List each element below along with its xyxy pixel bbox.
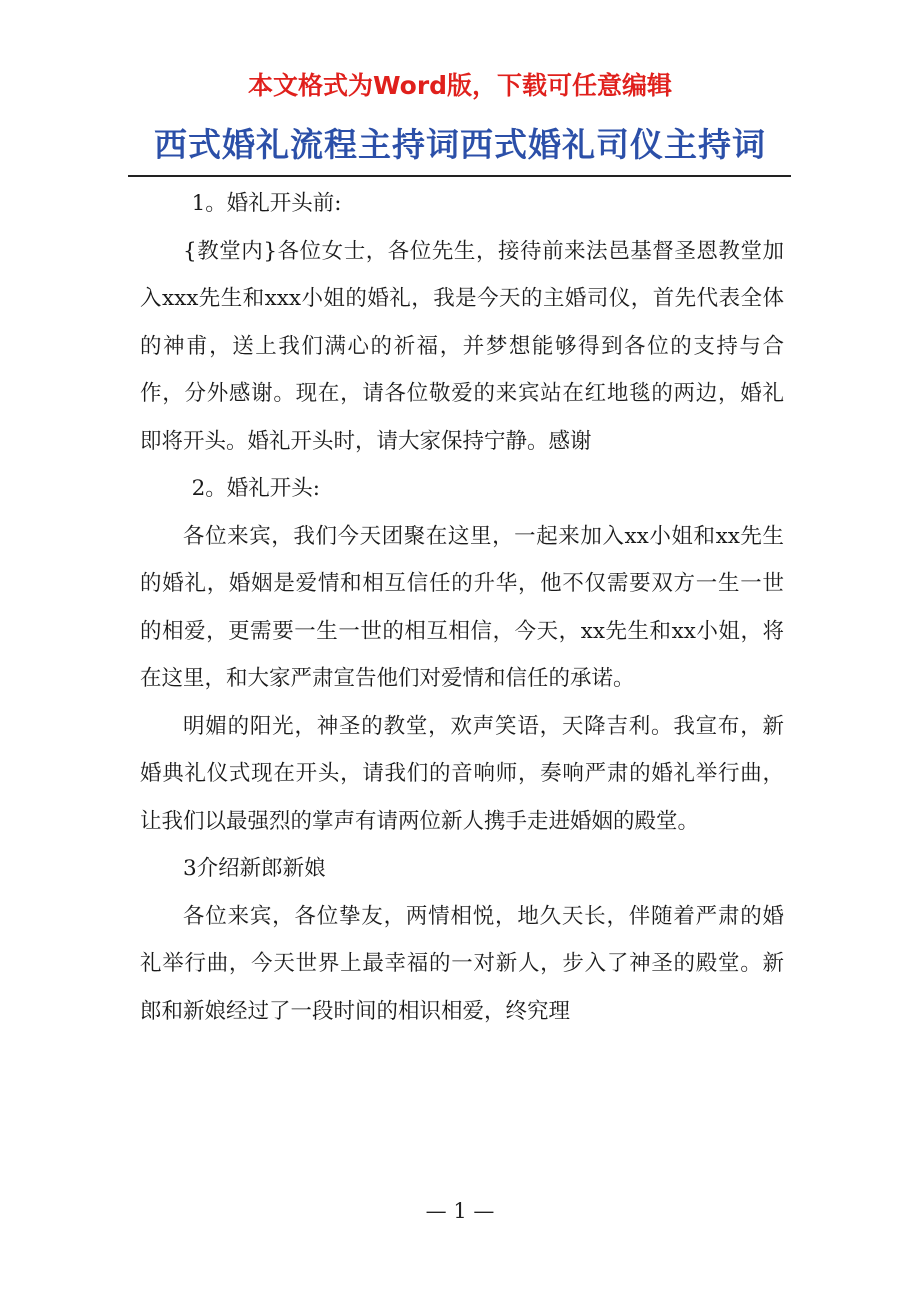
paragraph: {教堂内}各位女士，各位先生，接待前来法邑基督圣恩教堂加入xxx先生和xxx小姐的婚礼，我是今天的主婚司仪，首先代表全体的神甫，送上我们满心的祈福，并梦想能够得到各位的支持与合作，分外感谢。现在，请各位敬爱的来宾站在红地毯的两边，婚礼即将开头。婚礼开头时，请大家保持宁静。感谢 <box>140 238 784 454</box>
document-body <box>140 180 784 1035</box>
paragraph: 各位来宾，我们今天团聚在这里，一起来加入xx小姐和xx先生的婚礼，婚姻是爱情和相互信任的升华，他不仅需要双方一生一世的相爱，更需要一生一世的相互相信，今天，xx先生和xx小姐，将在这里，和大家严肃宣告他们对爱情和信任的承诺。 <box>140 523 784 691</box>
paragraph: 各位来宾，各位挚友，两情相悦，地久天长，伴随着严肃的婚礼举行曲，今天世界上最幸福的一对新人，步入了神圣的殿堂。新郎和新娘经过了一段时间的相识相爱，终究理 <box>140 903 784 1024</box>
paragraph: 明媚的阳光，神圣的教堂，欢声笑语，天降吉利。我宣布，新婚典礼仪式现在开头，请我们的音响师，奏响严肃的婚礼举行曲，让我们以最强烈的掌声有请两位新人携手走进婚姻的殿堂。 <box>140 713 784 834</box>
section-heading-3: 3介绍新郎新娘 <box>183 856 326 881</box>
section-heading-2: 2。婚礼开头: <box>191 476 321 501</box>
section-heading-1: 1。婚礼开头前: <box>191 191 342 216</box>
download-notice-banner: 本文格式为Word版，下载可任意编辑 <box>247 71 673 100</box>
page-number: — 1 — <box>425 1199 495 1223</box>
document-title: 西式婚礼流程主持词西式婚礼司仪主持词 <box>154 125 766 164</box>
title-divider <box>128 175 791 177</box>
